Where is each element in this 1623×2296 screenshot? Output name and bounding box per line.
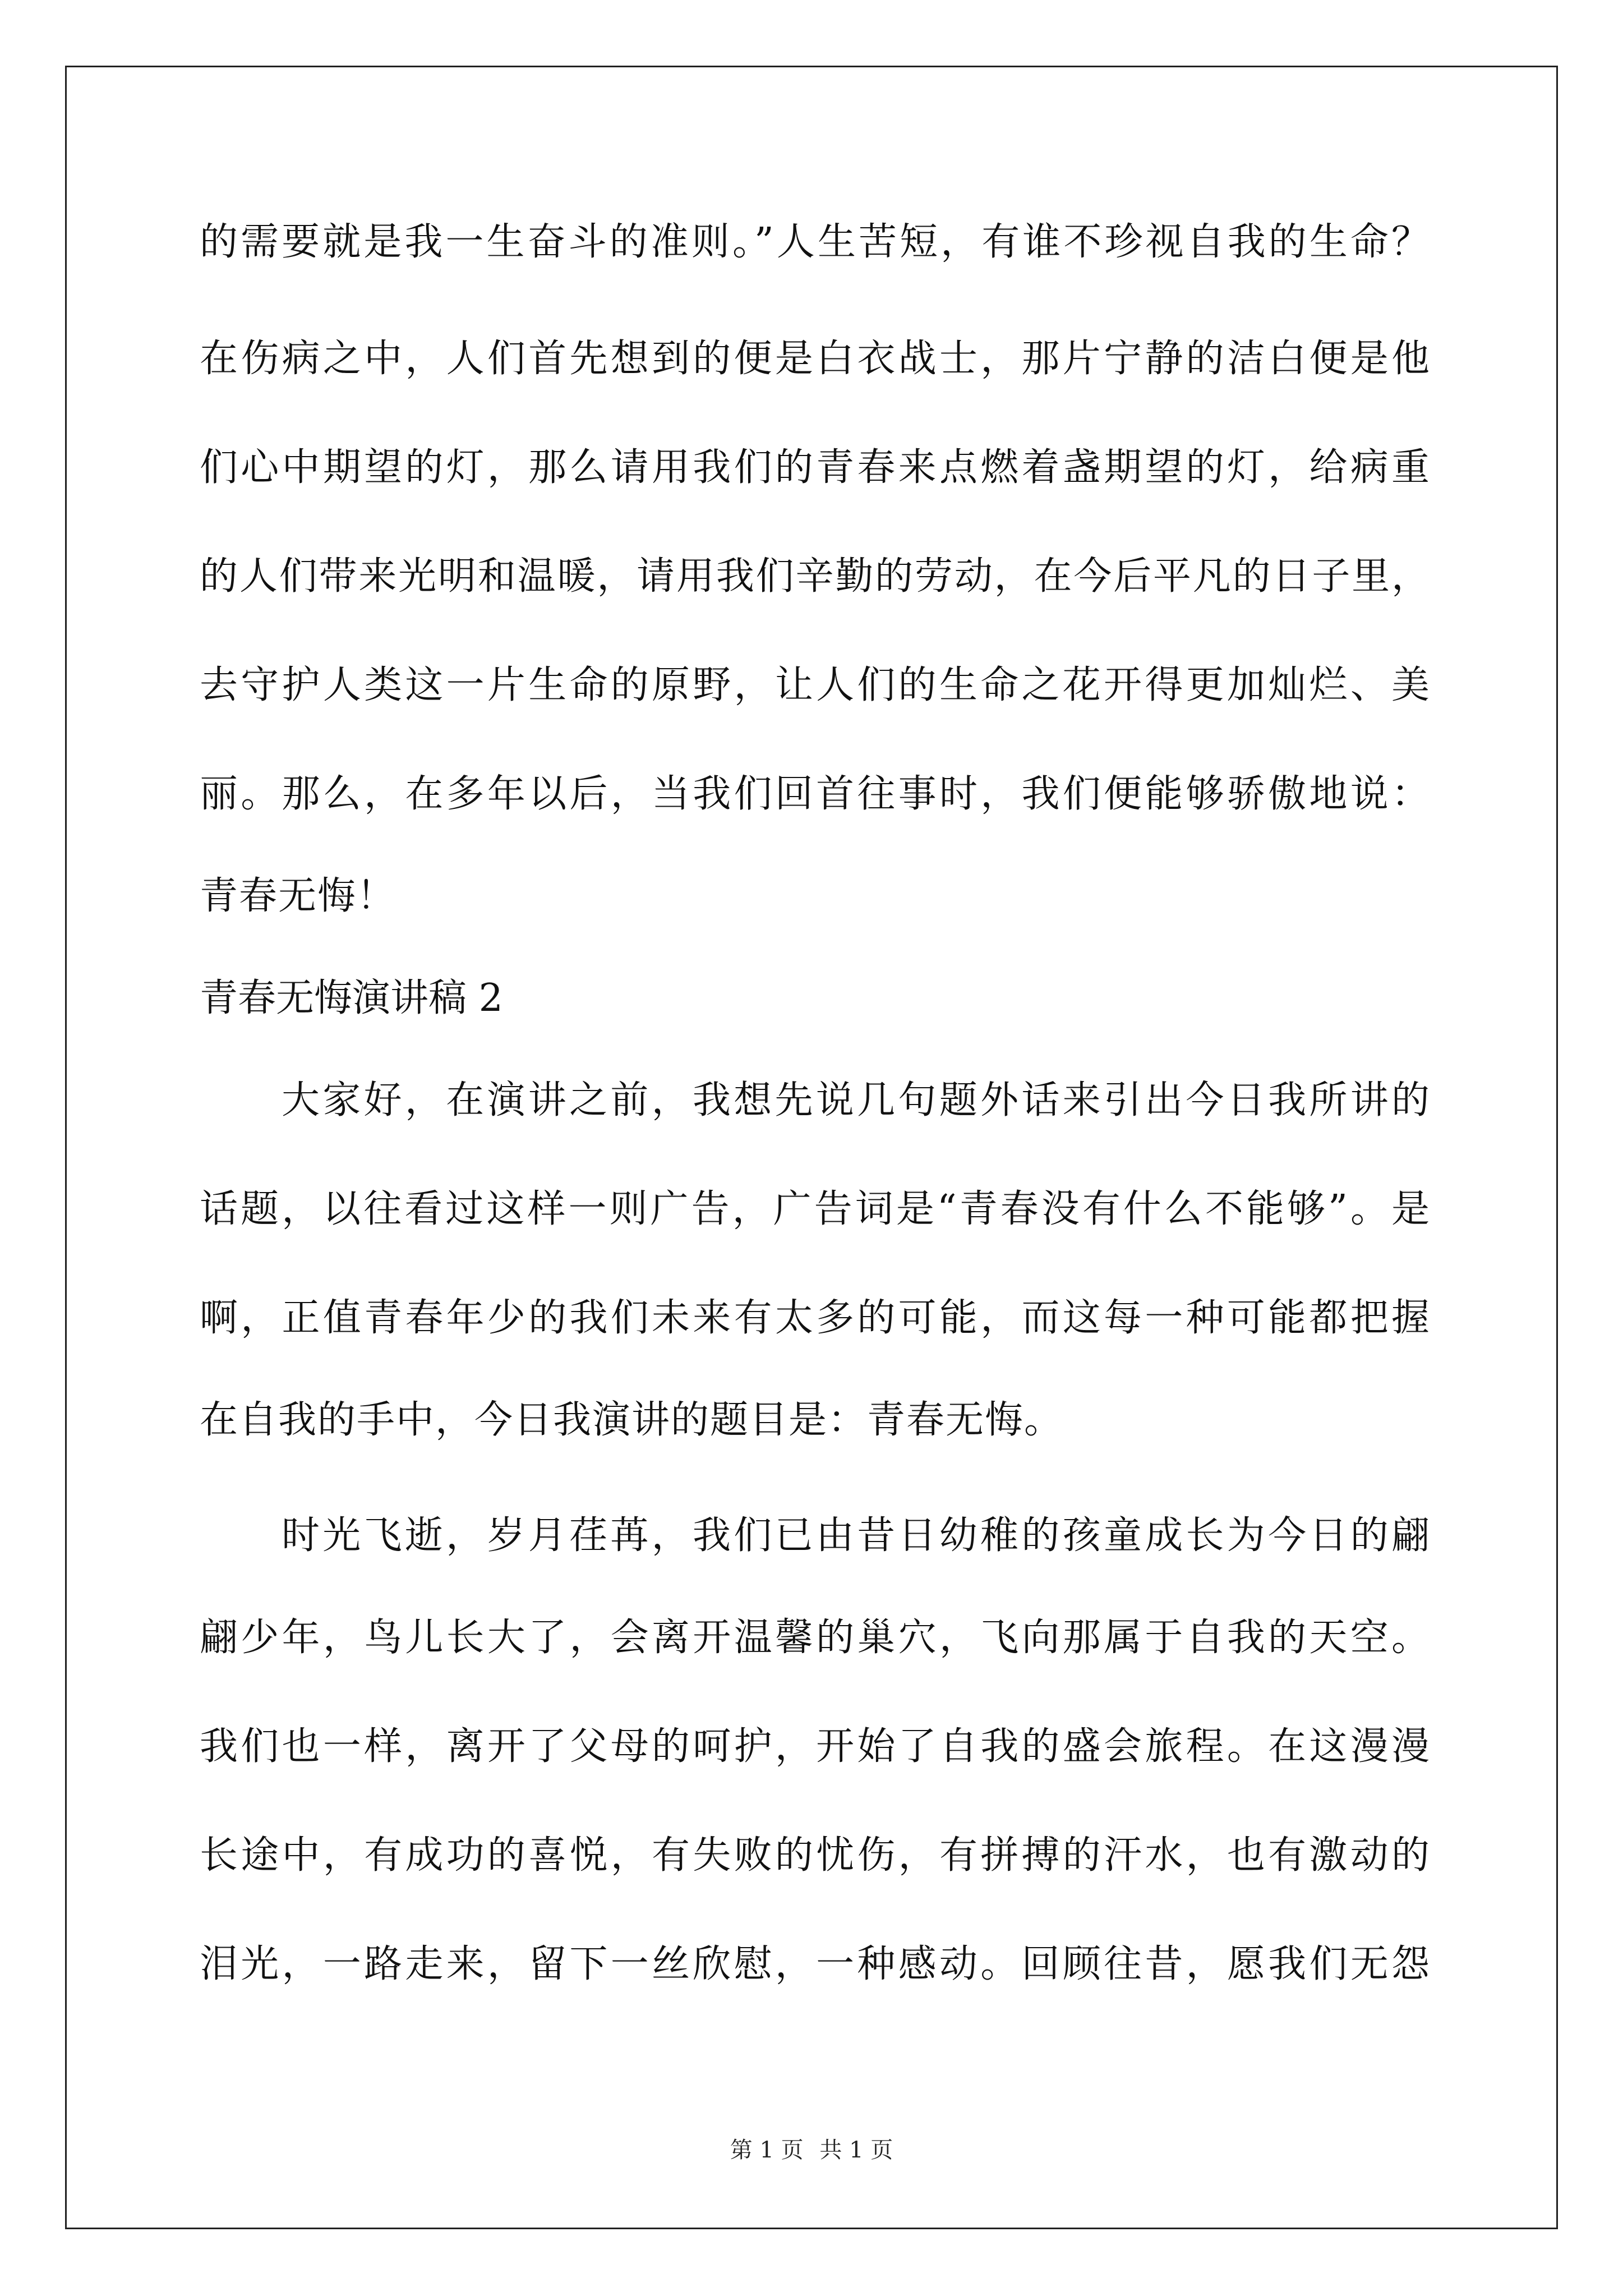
text-line: 时光飞逝，岁月荏苒，我们已由昔日幼稚的孩童成长为今日的翩: [282, 1513, 1431, 1558]
total-pages: 共 1 页: [819, 2137, 893, 2163]
page-number: 第 1 页: [730, 2137, 804, 2163]
text-line: 的人们带来光明和温暖，请用我们辛勤的劳动，在今后平凡的日子里，: [200, 554, 1431, 599]
text-line: 青春无悔！: [200, 874, 396, 918]
text-line: 我们也一样，离开了父母的呵护，开始了自我的盛会旅程。在这漫漫: [200, 1724, 1431, 1769]
text-line: 啊，正值青春年少的我们未来有太多的可能，而这每一种可能都把握: [200, 1296, 1431, 1340]
text-line: 在自我的手中，今日我演讲的题目是：青春无悔。: [200, 1398, 1064, 1442]
text-line: 去守护人类这一片生命的原野，让人们的生命之花开得更加灿烂、美: [200, 663, 1431, 707]
text-line: 在伤病之中，人们首先想到的便是白衣战士，那片宁静的洁白便是他: [200, 337, 1431, 381]
text-line: 们心中期望的灯，那么请用我们的青春来点燃着盏期望的灯，给病重: [200, 445, 1431, 490]
section-heading: 青春无悔演讲稿 2: [200, 976, 503, 1020]
page-border: [65, 66, 1558, 2229]
text-line: 大家好，在演讲之前，我想先说几句题外话来引出今日我所讲的: [282, 1078, 1431, 1122]
text-line: 泪光，一路走来，留下一丝欣慰，一种感动。回顾往昔，愿我们无怨: [200, 1942, 1431, 1986]
text-line: 丽。那么，在多年以后，当我们回首往事时，我们便能够骄傲地说：: [200, 772, 1431, 816]
text-line: 翩少年，鸟儿长大了，会离开温馨的巢穴，飞向那属于自我的天空。: [200, 1616, 1431, 1660]
text-line: 话题，以往看过这样一则广告，广告词是“青春没有什么不能够”。是: [200, 1187, 1431, 1231]
text-line: 长途中，有成功的喜悦，有失败的忧伤，有拼搏的汗水，也有激动的: [200, 1833, 1431, 1878]
page-footer: [0, 2136, 1623, 2165]
text-line: 的需要就是我一生奋斗的准则。”人生苦短，有谁不珍视自我的生命？: [200, 220, 1431, 264]
